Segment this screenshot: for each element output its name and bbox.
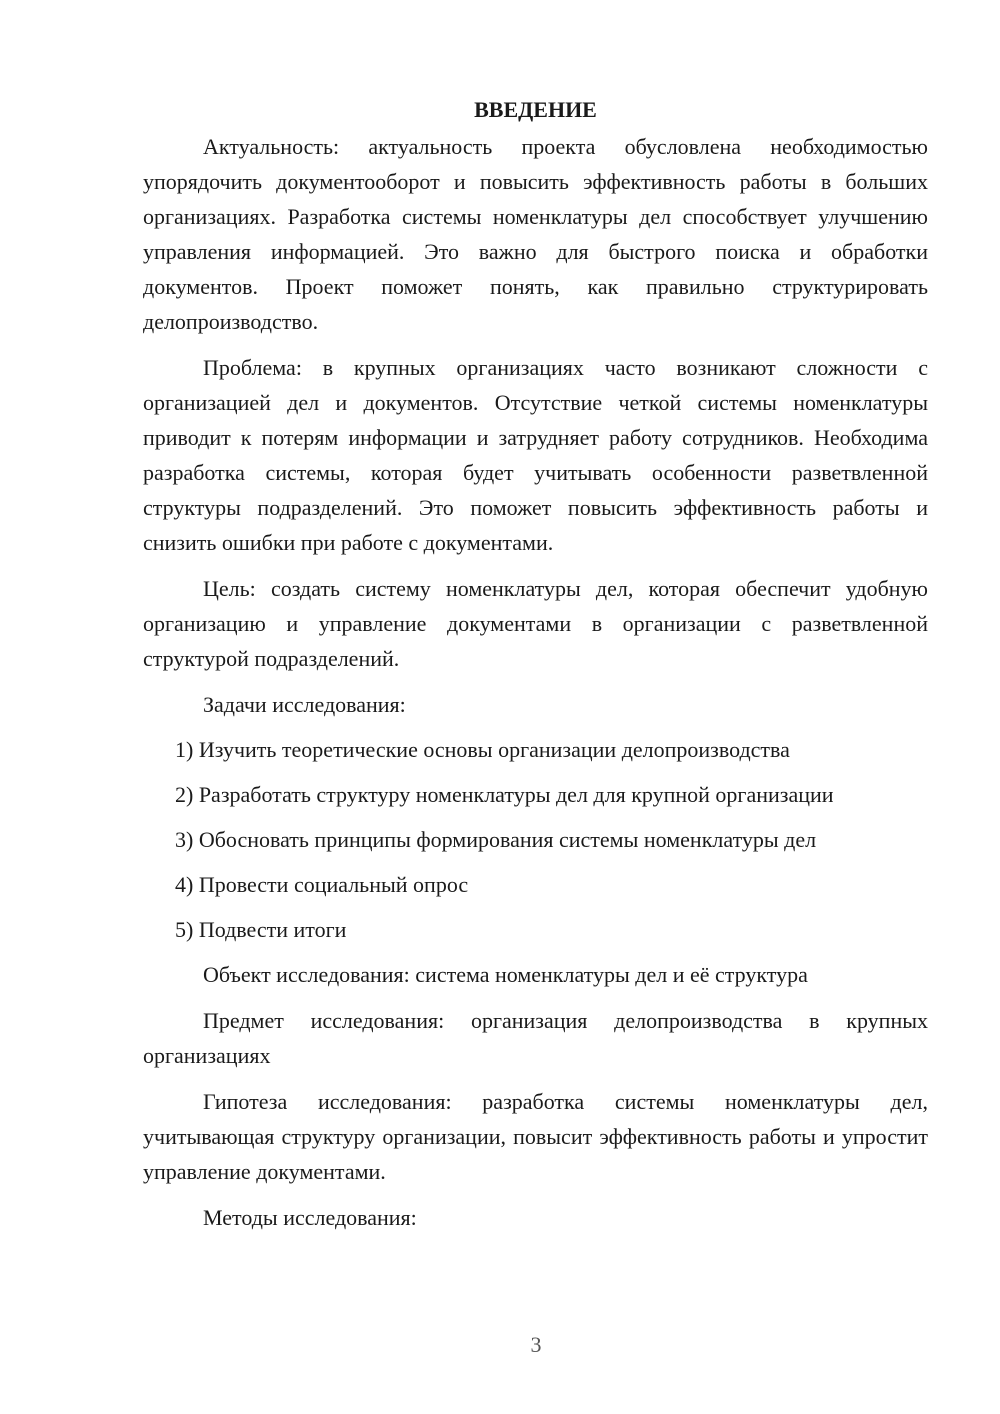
tasks-heading: Задачи исследования:: [203, 692, 406, 717]
paragraph-subject: Предмет исследования: организация делопроизводства в крупных организациях: [143, 1008, 928, 1068]
paragraph-object: Объект исследования: система номенклатуры дел и её структура: [203, 962, 808, 987]
list-item: 2) Разработать структуру номенклатуры дел для крупной организации: [175, 782, 834, 807]
paragraph-relevance: Актуальность: актуальность проекта обусловлена необходимостью упорядочить документооборот и повысить эффективность работы в больших организациях. Разработка системы номенклатуры дел способствует улучшению управления информацией. Это важно для быстрого поиска и обработки документов. Проект поможет понять, как правильно структурировать делопроизводство.: [143, 134, 928, 334]
paragraph-problem: Проблема: в крупных организациях часто возникают сложности с организацией дел и документов. Отсутствие четкой системы номенклатуры приводит к потерям информации и затрудняет работу сотрудников. Необходима разработка системы, которая будет учитывать особенности разветвленной структуры подразделений. Это поможет повысить эффективность работы и снизить ошибки при работе с документами.: [143, 355, 928, 555]
list-item: 5) Подвести итоги: [175, 917, 347, 942]
list-item: 3) Обосновать принципы формирования системы номенклатуры дел: [175, 827, 817, 852]
page-title: ВВЕДЕНИЕ: [474, 97, 597, 122]
paragraph-goal: Цель: создать систему номенклатуры дел, которая обеспечит удобную организацию и управление документами в организации с разветвленной структурой подразделений.: [143, 576, 928, 671]
page-number: 3: [530, 1332, 542, 1357]
paragraph-hypothesis: Гипотеза исследования: разработка системы номенклатуры дел, учитывающая структуру организации, повысит эффективность работы и упростит управление документами.: [143, 1089, 928, 1184]
list-item: 1) Изучить теоретические основы организации делопроизводства: [175, 737, 790, 762]
document-page: [143, 92, 928, 1245]
tasks-list: [143, 732, 928, 947]
list-item: 4) Провести социальный опрос: [175, 872, 469, 897]
methods-heading: Методы исследования:: [203, 1205, 417, 1230]
